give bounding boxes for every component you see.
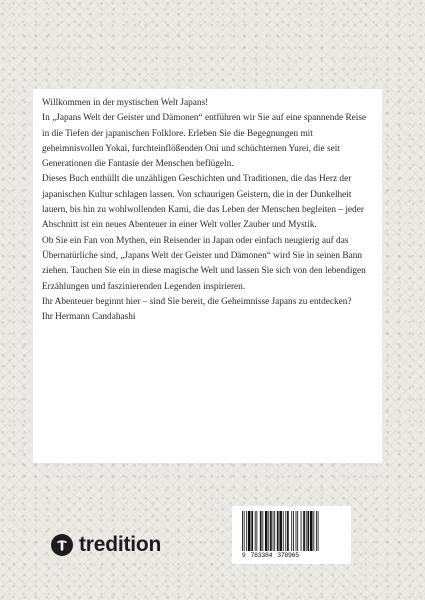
tredition-logo-icon	[51, 534, 73, 556]
barcode-digit-group-2: 378965	[277, 552, 300, 559]
author-signature: Ihr Hermann Candahashi	[42, 312, 136, 323]
content-paragraph: Dieses Buch enthüllt die unzähligen Geschichten und Traditionen, die das Herz der japanischen Kultur schlagen lassen. Von schaurigen Geistern, die in der Dunkelheit lauern, bis hin zu wohlwollenden Kami, die das Leben der Menschen begleiten – jeder Abschnitt ist ein neues Abenteuer in einer Welt voller Zauber und Mystik.	[42, 174, 364, 231]
audience-paragraph: Ob Sie ein Fan von Mythen, ein Reisender in Japan oder einfach neugierig auf das Übernatürliche sind, „Japans Welt der Geister und Dämonen“ wird Sie in seinen Bann ziehen. Tauchen Sie ein in diese magische Welt und lassen Sie sich von den lebendigen Erzählungen und faszinierenden Legenden inspirieren.	[42, 235, 366, 292]
isbn-barcode	[232, 506, 351, 564]
barcode-digit-prefix: 9	[242, 552, 246, 559]
barcode-digits	[242, 552, 345, 560]
greeting-paragraph: Willkommen in der mystischen Welt Japans!	[42, 98, 209, 108]
intro-paragraph: In „Japans Welt der Geister und Dämonen“ entführen wir Sie auf eine spannende Reise in die Tiefen der japanischen Folklore. Erleben Sie die Begegnungen mit geheimnisvollen Yokai, furchteinflößenden Oni und schüchternen Yurei, die seit Generationen die Fantasie der Menschen beflügeln.	[42, 113, 367, 170]
barcode-bars	[242, 511, 343, 551]
back-cover-text-panel	[33, 89, 382, 463]
closing-paragraph: Ihr Abenteuer beginnt hier – sind Sie bereit, die Geheimnisse Japans zu entdecken?	[42, 296, 352, 307]
barcode-digit-group-1: 783384	[250, 552, 273, 559]
publisher-logo	[51, 533, 161, 557]
publisher-name: tredition	[79, 533, 162, 556]
